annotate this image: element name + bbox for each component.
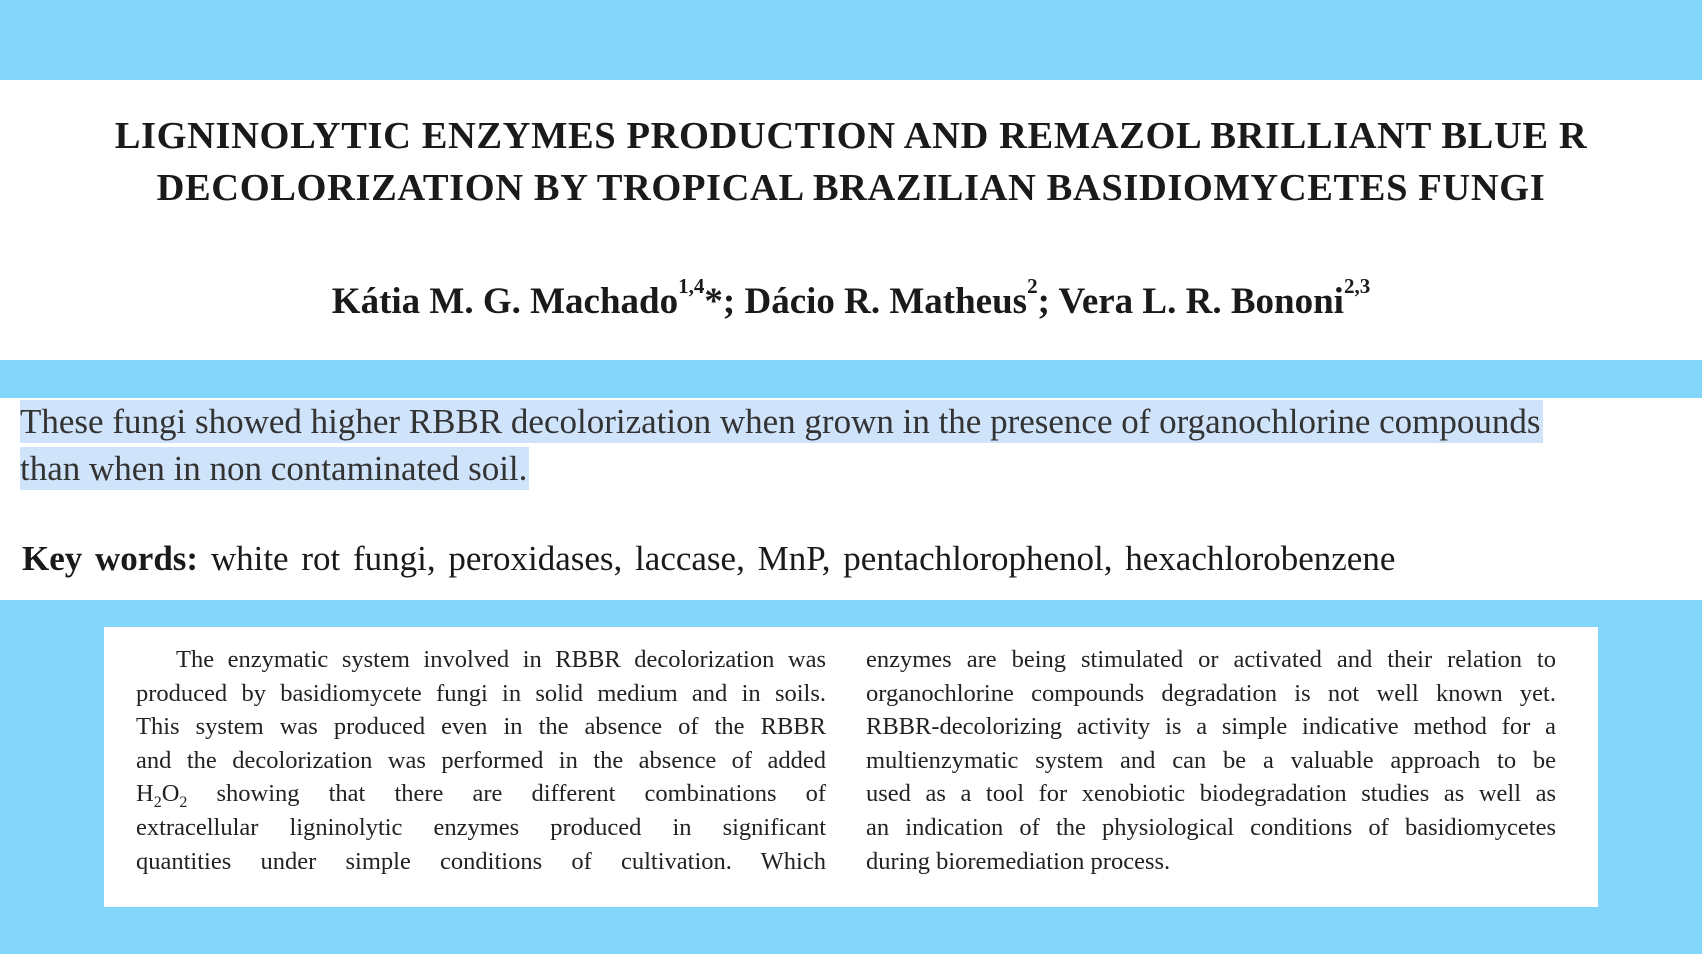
text-line: and the decolorization was performed in the absence of added bbox=[136, 746, 826, 774]
author-separator: *; bbox=[704, 281, 745, 322]
text-line: enzymes are being stimulated or activated and their relation to bbox=[866, 646, 1556, 673]
author-affiliation: 1,4 bbox=[678, 274, 705, 298]
author-affiliation: 2 bbox=[1027, 274, 1038, 298]
paper-title-line-2: DECOLORIZATION BY TROPICAL BRAZILIAN BASIDIOMYCETES FUNGI bbox=[156, 167, 1546, 209]
author-name: Dácio R. Matheus bbox=[744, 281, 1028, 322]
formula-h: H bbox=[136, 780, 154, 808]
author-name: Kátia M. G. Machado bbox=[331, 281, 679, 322]
formula-subscript: 2 bbox=[153, 794, 162, 812]
keywords-text: white rot fungi, peroxidases, laccase, MnP, pentachlorophenol, hexachlorobenzene bbox=[210, 539, 1396, 578]
text-line: This system was produced even in the absence of the RBBR bbox=[136, 713, 826, 741]
author-affiliation: 2,3 bbox=[1343, 274, 1371, 298]
formula-subscript: 2 bbox=[179, 794, 188, 812]
text-line: quantities under simple conditions of cultivation. Which bbox=[136, 847, 826, 875]
text-line-rest: showing that there are different combinations of bbox=[187, 780, 826, 808]
highlight-line-1: These fungi showed higher RBBR decolorization when grown in the presence of organochlorine compounds bbox=[20, 402, 1541, 441]
highlighted-abstract-sentence[interactable] bbox=[20, 398, 1690, 492]
author-list bbox=[0, 274, 1702, 323]
text-line: produced by basidiomycete fungi in solid medium and in soils. bbox=[136, 679, 826, 707]
abstract-panel bbox=[0, 398, 1702, 600]
highlight-line-2: than when in non contaminated soil. bbox=[20, 449, 528, 488]
text-line: during bioremediation process. bbox=[866, 847, 1171, 875]
keywords bbox=[22, 536, 1692, 582]
text-line-h2o2 bbox=[136, 777, 826, 811]
text-line: organochlorine compounds degradation is not well known yet. bbox=[866, 679, 1556, 707]
text-line: used as a tool for xenobiotic biodegradation studies as well as bbox=[866, 780, 1556, 808]
title-panel bbox=[0, 80, 1702, 360]
body-column-left bbox=[136, 643, 826, 878]
formula-o: O bbox=[161, 780, 180, 808]
paper-title bbox=[0, 110, 1702, 214]
paper-title-line-1: LIGNINOLYTIC ENZYMES PRODUCTION AND REMAZOL BRILLIANT BLUE R bbox=[114, 115, 1588, 157]
text-line: RBBR-decolorizing activity is a simple indicative method for a bbox=[866, 713, 1556, 741]
text-line: The enzymatic system involved in RBBR decolorization was bbox=[176, 646, 826, 673]
author-name: Vera L. R. Bononi bbox=[1058, 281, 1344, 322]
author-separator: ; bbox=[1037, 281, 1059, 322]
keywords-label: Key words: bbox=[22, 539, 199, 578]
text-line: multienzymatic system and can be a valuable approach to be bbox=[866, 746, 1556, 774]
body-column-right bbox=[866, 643, 1556, 878]
text-line: extracellular ligninolytic enzymes produced in significant bbox=[136, 813, 826, 841]
body-text-panel bbox=[104, 627, 1598, 907]
text-line: an indication of the physiological conditions of basidiomycetes bbox=[866, 813, 1556, 841]
